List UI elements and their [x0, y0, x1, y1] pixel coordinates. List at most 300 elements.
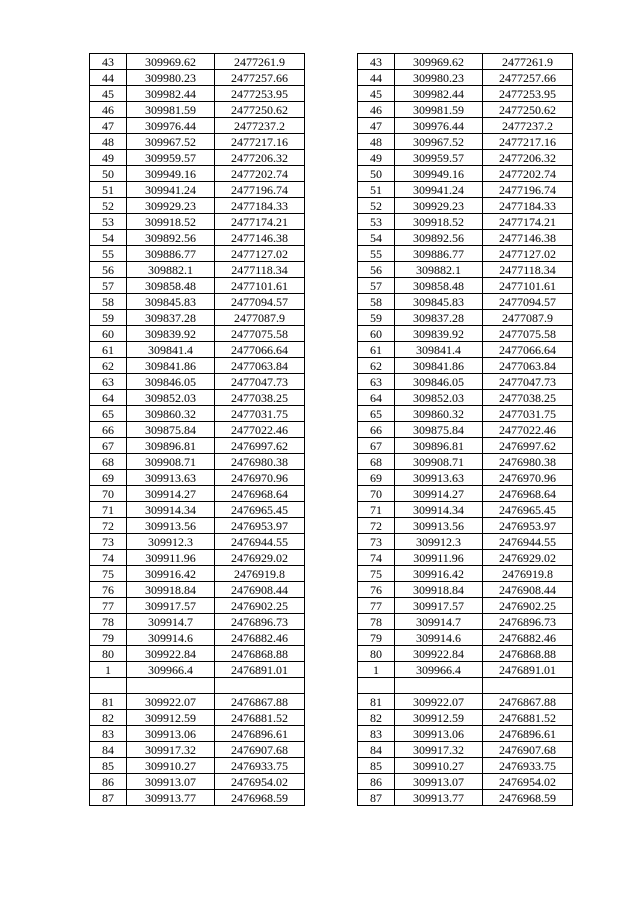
point-id-cell: 69 — [358, 470, 395, 486]
table-row — [90, 118, 305, 134]
y-coordinate-cell: 2476968.64 — [483, 486, 573, 502]
point-id-cell: 50 — [90, 166, 127, 182]
x-coordinate-cell: 309913.06 — [395, 726, 483, 742]
table-row — [90, 374, 305, 390]
x-coordinate-cell: 309967.52 — [395, 134, 483, 150]
x-coordinate-cell: 309896.81 — [127, 438, 215, 454]
table-row — [90, 390, 305, 406]
table-row — [90, 134, 305, 150]
point-id-cell: 53 — [358, 214, 395, 230]
x-coordinate-cell: 309841.4 — [395, 342, 483, 358]
table-row — [358, 406, 573, 422]
y-coordinate-cell: 2477118.34 — [215, 262, 305, 278]
table-row — [358, 502, 573, 518]
point-id-cell: 86 — [90, 774, 127, 790]
point-id-cell: 72 — [358, 518, 395, 534]
y-coordinate-cell: 2477257.66 — [483, 70, 573, 86]
table-row — [358, 150, 573, 166]
x-coordinate-cell: 309910.27 — [395, 758, 483, 774]
y-coordinate-cell: 2477066.64 — [215, 342, 305, 358]
y-coordinate-cell: 2476953.97 — [483, 518, 573, 534]
x-coordinate-cell: 309982.44 — [395, 86, 483, 102]
point-id-cell: 1 — [358, 662, 395, 678]
y-coordinate-cell: 2477174.21 — [215, 214, 305, 230]
x-coordinate-cell: 309875.84 — [127, 422, 215, 438]
table-row — [90, 726, 305, 742]
y-coordinate-cell: 2476933.75 — [215, 758, 305, 774]
point-id-cell: 52 — [90, 198, 127, 214]
table-row — [358, 214, 573, 230]
table-row — [90, 662, 305, 678]
x-coordinate-cell: 309860.32 — [127, 406, 215, 422]
y-coordinate-cell: 2476965.45 — [215, 502, 305, 518]
table-row — [358, 598, 573, 614]
point-id-cell: 69 — [90, 470, 127, 486]
x-coordinate-cell: 309914.27 — [395, 486, 483, 502]
point-id-cell: 80 — [358, 646, 395, 662]
table-row — [90, 310, 305, 326]
x-coordinate-cell: 309913.77 — [127, 790, 215, 806]
x-coordinate-cell: 309837.28 — [127, 310, 215, 326]
table-row — [90, 582, 305, 598]
y-coordinate-cell: 2477127.02 — [483, 246, 573, 262]
x-coordinate-cell: 309845.83 — [127, 294, 215, 310]
x-coordinate-cell: 309845.83 — [395, 294, 483, 310]
table-row — [90, 166, 305, 182]
point-id-cell: 62 — [90, 358, 127, 374]
x-coordinate-cell: 309882.1 — [127, 262, 215, 278]
point-id-cell: 84 — [90, 742, 127, 758]
x-coordinate-cell: 309839.92 — [127, 326, 215, 342]
y-coordinate-cell: 2477087.9 — [215, 310, 305, 326]
point-id-cell: 87 — [358, 790, 395, 806]
y-coordinate-cell: 2476944.55 — [483, 534, 573, 550]
table-row — [90, 534, 305, 550]
table-row — [90, 790, 305, 806]
point-id-cell: 54 — [358, 230, 395, 246]
x-coordinate-cell: 309913.07 — [395, 774, 483, 790]
y-coordinate-cell: 2476867.88 — [215, 694, 305, 710]
point-id-cell: 71 — [90, 502, 127, 518]
point-id-cell: 67 — [90, 438, 127, 454]
point-id-cell: 43 — [90, 54, 127, 70]
point-id-cell: 81 — [90, 694, 127, 710]
x-coordinate-cell: 309913.63 — [395, 470, 483, 486]
y-coordinate-cell: 2477038.25 — [483, 390, 573, 406]
table-row — [90, 518, 305, 534]
x-coordinate-cell: 309929.23 — [395, 198, 483, 214]
table-row — [90, 598, 305, 614]
x-coordinate-cell: 309929.23 — [127, 198, 215, 214]
point-id-cell: 65 — [90, 406, 127, 422]
y-coordinate-cell: 2477075.58 — [483, 326, 573, 342]
y-coordinate-cell: 2476968.59 — [215, 790, 305, 806]
table-row — [358, 310, 573, 326]
x-coordinate-cell: 309914.34 — [127, 502, 215, 518]
y-coordinate-cell: 2477217.16 — [215, 134, 305, 150]
table-row — [358, 86, 573, 102]
x-coordinate-cell: 309941.24 — [127, 182, 215, 198]
table-row — [90, 614, 305, 630]
table-row — [358, 278, 573, 294]
table-row — [90, 550, 305, 566]
x-coordinate-cell: 309916.42 — [127, 566, 215, 582]
y-coordinate-cell: 2476881.52 — [215, 710, 305, 726]
point-id-cell: 64 — [358, 390, 395, 406]
y-coordinate-cell: 2476907.68 — [215, 742, 305, 758]
table-row — [358, 726, 573, 742]
x-coordinate-cell: 309914.7 — [127, 614, 215, 630]
y-coordinate-cell: 2476953.97 — [215, 518, 305, 534]
x-coordinate-cell: 309914.34 — [395, 502, 483, 518]
table-row — [90, 470, 305, 486]
table-row — [358, 486, 573, 502]
y-coordinate-cell: 2477261.9 — [215, 54, 305, 70]
table-row — [358, 662, 573, 678]
point-id-cell: 46 — [90, 102, 127, 118]
y-coordinate-cell: 2476944.55 — [215, 534, 305, 550]
x-coordinate-cell — [395, 678, 483, 694]
x-coordinate-cell: 309969.62 — [127, 54, 215, 70]
y-coordinate-cell: 2476902.25 — [215, 598, 305, 614]
coordinate-table-right — [357, 53, 573, 806]
x-coordinate-cell: 309913.63 — [127, 470, 215, 486]
point-id-cell: 49 — [90, 150, 127, 166]
point-id-cell: 56 — [90, 262, 127, 278]
point-id-cell: 83 — [90, 726, 127, 742]
point-id-cell: 61 — [90, 342, 127, 358]
x-coordinate-cell: 309911.96 — [395, 550, 483, 566]
table-row — [358, 518, 573, 534]
x-coordinate-cell: 309982.44 — [127, 86, 215, 102]
point-id-cell: 50 — [358, 166, 395, 182]
y-coordinate-cell: 2477237.2 — [483, 118, 573, 134]
table-row — [90, 54, 305, 70]
point-id-cell: 86 — [358, 774, 395, 790]
x-coordinate-cell: 309912.59 — [127, 710, 215, 726]
y-coordinate-cell: 2476891.01 — [483, 662, 573, 678]
x-coordinate-cell: 309908.71 — [395, 454, 483, 470]
x-coordinate-cell: 309913.56 — [395, 518, 483, 534]
y-coordinate-cell: 2477022.46 — [215, 422, 305, 438]
y-coordinate-cell: 2476965.45 — [483, 502, 573, 518]
x-coordinate-cell: 309860.32 — [395, 406, 483, 422]
table-row — [90, 230, 305, 246]
table-row — [90, 438, 305, 454]
table-row — [358, 742, 573, 758]
x-coordinate-cell: 309981.59 — [395, 102, 483, 118]
y-coordinate-cell: 2476907.68 — [483, 742, 573, 758]
x-coordinate-cell: 309959.57 — [127, 150, 215, 166]
x-coordinate-cell: 309917.32 — [395, 742, 483, 758]
table-row — [90, 454, 305, 470]
table-row — [90, 262, 305, 278]
y-coordinate-cell: 2476896.61 — [483, 726, 573, 742]
point-id-cell: 80 — [90, 646, 127, 662]
x-coordinate-cell: 309917.57 — [395, 598, 483, 614]
y-coordinate-cell: 2477253.95 — [215, 86, 305, 102]
x-coordinate-cell: 309918.52 — [395, 214, 483, 230]
table-row — [358, 230, 573, 246]
point-id-cell: 45 — [358, 86, 395, 102]
table-row — [90, 86, 305, 102]
table-row — [90, 198, 305, 214]
y-coordinate-cell: 2477261.9 — [483, 54, 573, 70]
y-coordinate-cell: 2477202.74 — [483, 166, 573, 182]
x-coordinate-cell: 309896.81 — [395, 438, 483, 454]
table-row — [358, 262, 573, 278]
y-coordinate-cell: 2476954.02 — [215, 774, 305, 790]
point-id-cell: 65 — [358, 406, 395, 422]
y-coordinate-cell: 2476997.62 — [215, 438, 305, 454]
y-coordinate-cell: 2476980.38 — [215, 454, 305, 470]
x-coordinate-cell: 309882.1 — [395, 262, 483, 278]
point-id-cell: 54 — [90, 230, 127, 246]
y-coordinate-cell: 2477146.38 — [215, 230, 305, 246]
point-id-cell: 43 — [358, 54, 395, 70]
point-id-cell: 83 — [358, 726, 395, 742]
point-id-cell: 82 — [90, 710, 127, 726]
table-row — [358, 342, 573, 358]
x-coordinate-cell: 309846.05 — [395, 374, 483, 390]
y-coordinate-cell: 2476970.96 — [215, 470, 305, 486]
table-row — [90, 646, 305, 662]
x-coordinate-cell: 309959.57 — [395, 150, 483, 166]
point-id-cell: 63 — [358, 374, 395, 390]
table-row — [358, 774, 573, 790]
y-coordinate-cell: 2476954.02 — [483, 774, 573, 790]
table-row — [90, 150, 305, 166]
table-row — [358, 422, 573, 438]
point-id-cell: 75 — [90, 566, 127, 582]
y-coordinate-cell: 2476868.88 — [483, 646, 573, 662]
y-coordinate-cell: 2476868.88 — [215, 646, 305, 662]
point-id-cell: 79 — [90, 630, 127, 646]
x-coordinate-cell: 309886.77 — [127, 246, 215, 262]
table-row — [358, 582, 573, 598]
y-coordinate-cell: 2476908.44 — [215, 582, 305, 598]
table-row — [358, 374, 573, 390]
x-coordinate-cell: 309966.4 — [127, 662, 215, 678]
table-row — [90, 774, 305, 790]
x-coordinate-cell: 309976.44 — [127, 118, 215, 134]
y-coordinate-cell: 2476891.01 — [215, 662, 305, 678]
point-id-cell: 57 — [358, 278, 395, 294]
table-row — [90, 294, 305, 310]
point-id-cell: 48 — [90, 134, 127, 150]
y-coordinate-cell: 2476882.46 — [215, 630, 305, 646]
point-id-cell: 76 — [90, 582, 127, 598]
y-coordinate-cell: 2476968.64 — [215, 486, 305, 502]
y-coordinate-cell: 2477257.66 — [215, 70, 305, 86]
x-coordinate-cell: 309911.96 — [127, 550, 215, 566]
table-row — [358, 758, 573, 774]
y-coordinate-cell: 2477066.64 — [483, 342, 573, 358]
y-coordinate-cell: 2477022.46 — [483, 422, 573, 438]
point-id-cell: 59 — [358, 310, 395, 326]
table-row — [90, 710, 305, 726]
point-id-cell: 59 — [90, 310, 127, 326]
table-row — [358, 390, 573, 406]
table-row — [90, 246, 305, 262]
table-row — [358, 102, 573, 118]
y-coordinate-cell: 2477184.33 — [215, 198, 305, 214]
table-row — [90, 182, 305, 198]
point-id-cell: 85 — [358, 758, 395, 774]
y-coordinate-cell — [483, 678, 573, 694]
x-coordinate-cell: 309917.57 — [127, 598, 215, 614]
y-coordinate-cell: 2476997.62 — [483, 438, 573, 454]
table-row — [358, 710, 573, 726]
y-coordinate-cell: 2477038.25 — [215, 390, 305, 406]
y-coordinate-cell: 2476919.8 — [483, 566, 573, 582]
point-id-cell: 51 — [90, 182, 127, 198]
point-id-cell: 87 — [90, 790, 127, 806]
y-coordinate-cell: 2476933.75 — [483, 758, 573, 774]
x-coordinate-cell: 309908.71 — [127, 454, 215, 470]
y-coordinate-cell: 2477075.58 — [215, 326, 305, 342]
y-coordinate-cell: 2476896.73 — [483, 614, 573, 630]
y-coordinate-cell: 2477250.62 — [215, 102, 305, 118]
x-coordinate-cell: 309917.32 — [127, 742, 215, 758]
y-coordinate-cell — [215, 678, 305, 694]
x-coordinate-cell: 309841.86 — [395, 358, 483, 374]
y-coordinate-cell: 2477047.73 — [483, 374, 573, 390]
point-id-cell: 73 — [90, 534, 127, 550]
table-row — [358, 70, 573, 86]
y-coordinate-cell: 2476896.61 — [215, 726, 305, 742]
y-coordinate-cell: 2477237.2 — [215, 118, 305, 134]
point-id-cell: 76 — [358, 582, 395, 598]
table-row — [358, 294, 573, 310]
point-id-cell: 73 — [358, 534, 395, 550]
y-coordinate-cell: 2477127.02 — [215, 246, 305, 262]
y-coordinate-cell: 2477206.32 — [483, 150, 573, 166]
point-id-cell: 78 — [358, 614, 395, 630]
table-row — [90, 486, 305, 502]
point-id-cell: 60 — [358, 326, 395, 342]
table-row — [358, 646, 573, 662]
point-id-cell: 49 — [358, 150, 395, 166]
table-row — [358, 438, 573, 454]
x-coordinate-cell: 309839.92 — [395, 326, 483, 342]
point-id-cell: 44 — [358, 70, 395, 86]
x-coordinate-cell: 309941.24 — [395, 182, 483, 198]
point-id-cell: 72 — [90, 518, 127, 534]
x-coordinate-cell: 309912.59 — [395, 710, 483, 726]
x-coordinate-cell: 309922.07 — [395, 694, 483, 710]
y-coordinate-cell: 2476896.73 — [215, 614, 305, 630]
table-row — [90, 326, 305, 342]
y-coordinate-cell: 2476902.25 — [483, 598, 573, 614]
y-coordinate-cell: 2476970.96 — [483, 470, 573, 486]
table-row — [358, 470, 573, 486]
point-id-cell: 84 — [358, 742, 395, 758]
point-id-cell: 77 — [358, 598, 395, 614]
table-row — [90, 278, 305, 294]
x-coordinate-cell: 309852.03 — [395, 390, 483, 406]
x-coordinate-cell: 309913.77 — [395, 790, 483, 806]
table-row — [358, 166, 573, 182]
table-row — [358, 694, 573, 710]
table-row — [358, 614, 573, 630]
table-row — [90, 566, 305, 582]
point-id-cell: 71 — [358, 502, 395, 518]
y-coordinate-cell: 2477196.74 — [215, 182, 305, 198]
point-id-cell: 57 — [90, 278, 127, 294]
x-coordinate-cell: 309966.4 — [395, 662, 483, 678]
table-row — [358, 134, 573, 150]
x-coordinate-cell: 309912.3 — [127, 534, 215, 550]
point-id-cell: 62 — [358, 358, 395, 374]
y-coordinate-cell: 2477063.84 — [215, 358, 305, 374]
x-coordinate-cell: 309846.05 — [127, 374, 215, 390]
y-coordinate-cell: 2477101.61 — [483, 278, 573, 294]
point-id-cell: 46 — [358, 102, 395, 118]
table-row — [358, 182, 573, 198]
table-row — [358, 118, 573, 134]
table-row — [358, 326, 573, 342]
table-row — [90, 214, 305, 230]
point-id-cell: 45 — [90, 86, 127, 102]
y-coordinate-cell: 2476929.02 — [483, 550, 573, 566]
point-id-cell: 67 — [358, 438, 395, 454]
x-coordinate-cell: 309913.06 — [127, 726, 215, 742]
table-row — [90, 758, 305, 774]
y-coordinate-cell: 2477196.74 — [483, 182, 573, 198]
point-id-cell: 66 — [358, 422, 395, 438]
x-coordinate-cell: 309918.52 — [127, 214, 215, 230]
table-row — [358, 246, 573, 262]
y-coordinate-cell: 2477031.75 — [215, 406, 305, 422]
x-coordinate-cell: 309922.07 — [127, 694, 215, 710]
table-row — [90, 70, 305, 86]
table-row — [358, 198, 573, 214]
y-coordinate-cell: 2477146.38 — [483, 230, 573, 246]
y-coordinate-cell: 2476881.52 — [483, 710, 573, 726]
x-coordinate-cell: 309914.6 — [127, 630, 215, 646]
point-id-cell: 79 — [358, 630, 395, 646]
y-coordinate-cell: 2477217.16 — [483, 134, 573, 150]
y-coordinate-cell: 2477087.9 — [483, 310, 573, 326]
x-coordinate-cell: 309913.07 — [127, 774, 215, 790]
x-coordinate-cell: 309852.03 — [127, 390, 215, 406]
point-id-cell: 82 — [358, 710, 395, 726]
point-id-cell: 47 — [90, 118, 127, 134]
point-id-cell: 48 — [358, 134, 395, 150]
x-coordinate-cell: 309858.48 — [127, 278, 215, 294]
point-id-cell: 68 — [358, 454, 395, 470]
x-coordinate-cell: 309949.16 — [395, 166, 483, 182]
y-coordinate-cell: 2477094.57 — [483, 294, 573, 310]
x-coordinate-cell: 309914.6 — [395, 630, 483, 646]
point-id-cell: 53 — [90, 214, 127, 230]
point-id-cell: 58 — [90, 294, 127, 310]
x-coordinate-cell: 309922.84 — [395, 646, 483, 662]
coordinate-table-left — [89, 53, 305, 806]
y-coordinate-cell: 2477184.33 — [483, 198, 573, 214]
table-row — [358, 630, 573, 646]
table-row — [90, 502, 305, 518]
table-row — [358, 534, 573, 550]
x-coordinate-cell: 309912.3 — [395, 534, 483, 550]
point-id-cell: 74 — [90, 550, 127, 566]
point-id-cell: 44 — [90, 70, 127, 86]
x-coordinate-cell: 309892.56 — [395, 230, 483, 246]
y-coordinate-cell: 2476968.59 — [483, 790, 573, 806]
point-id-cell: 60 — [90, 326, 127, 342]
point-id-cell: 66 — [90, 422, 127, 438]
